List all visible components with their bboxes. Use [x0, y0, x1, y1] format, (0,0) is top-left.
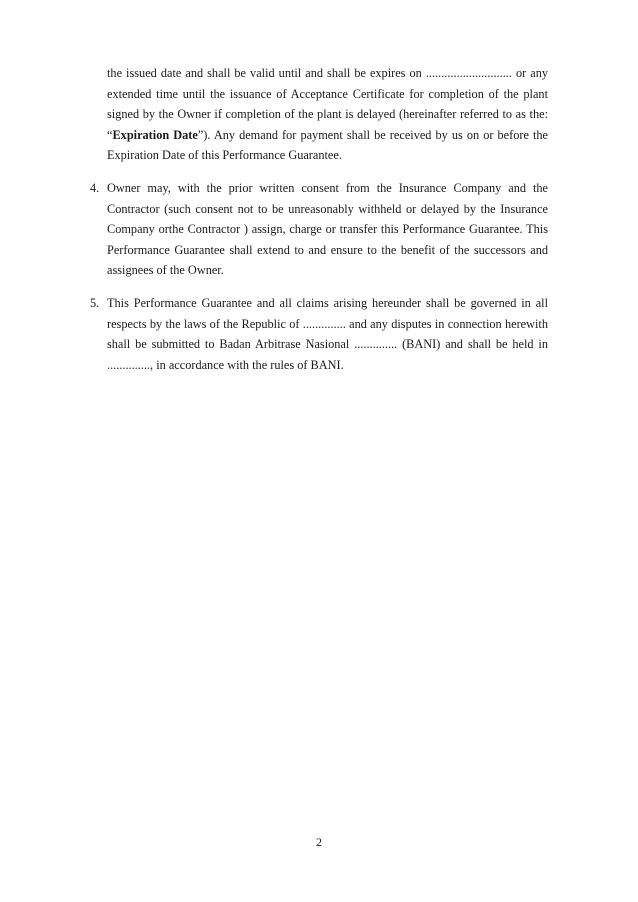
expiration-date-term: Expiration Date: [112, 127, 198, 142]
clause-4-text: Owner may, with the prior written consent from the Insurance Company and the Contractor (such consent not to be unreasonably withheld or delayed by the Insurance Company orthe Contractor ) assign, charge or transfer this Performance Guarantee. This Performance Guarantee shall extend to and ensure to the benefit of the successors and assignees of the Owner.: [107, 181, 548, 278]
clause-5: [90, 293, 548, 375]
continued-paragraph-part2: ”). Any demand for payment shall be received by us on or before the Expiration Date of this Performance Guarantee.: [107, 127, 548, 163]
page-number: 2: [316, 835, 322, 849]
clause-4-number: 4.: [90, 181, 100, 195]
continued-paragraph: [107, 63, 548, 166]
clause-5-number: 5.: [90, 296, 100, 310]
clause-4: [90, 178, 548, 281]
continued-paragraph-part1: the issued date and shall be valid until and shall be expires on ............................ or any extended time until the issuance of Acceptance Certificate for completion of the plant signed by the Owner if completion of the plant is delayed (hereinafter referred to as the: “: [107, 66, 548, 142]
clause-5-text: This Performance Guarantee and all claims arising hereunder shall be governed in all respects by the laws of the Republic of .............. and any disputes in connection herewith shall be submitted to Badan Arbitrase Nasional .............. (BANI) and shall be held in .............., in accordance with the rules of BANI.: [107, 296, 548, 372]
